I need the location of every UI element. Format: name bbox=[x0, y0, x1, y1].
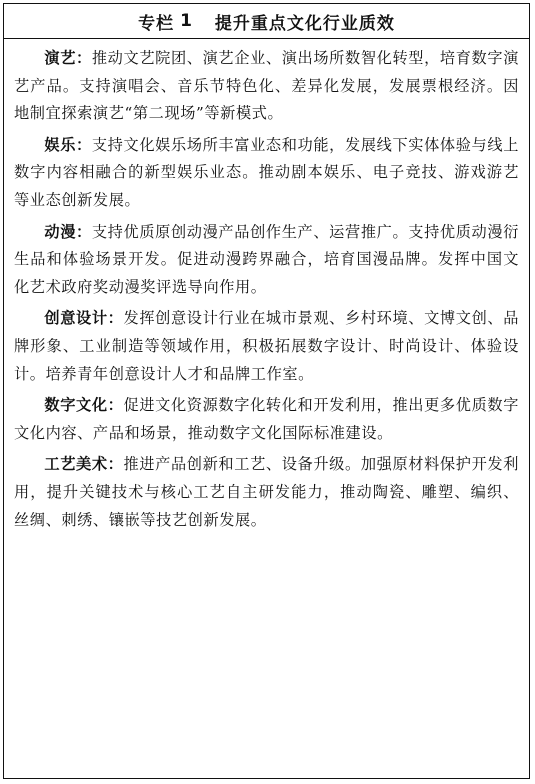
section-text: 发挥创意设计行业在城市景观、乡村环境、文博文创、品牌形象、工业制造等领域作用，积极拓展数字设计、时尚设计、体验设计。培养青年创意设计人才和品牌工作室。 bbox=[14, 309, 520, 383]
section-term: 演艺： bbox=[44, 49, 92, 67]
column-box bbox=[3, 3, 530, 779]
section-term: 工艺美术： bbox=[44, 455, 124, 474]
section-arts-crafts bbox=[14, 451, 519, 534]
section-animation bbox=[14, 219, 519, 302]
section-term: 数字文化： bbox=[44, 396, 124, 415]
section-creative-design bbox=[14, 305, 519, 388]
section-text: 支持优质原创动漫产品创作生产、运营推广。支持优质动漫衍生品和体验场景开发。促进动漫跨界融合，培育国漫品牌。发挥中国文化艺术政府奖动漫奖评选导向作用。 bbox=[14, 222, 519, 296]
box-header bbox=[4, 4, 529, 39]
section-text: 推动文艺院团、演艺企业、演出场所数智化转型，培育数字演艺产品。支持演唱会、音乐节特色化、差异化发展，发展票根经济。因地制宜探索演艺“第二现场”等新模式。 bbox=[14, 49, 519, 123]
box-title: 提升重点文化行业质效 bbox=[214, 13, 395, 34]
section-text: 促进文化资源数字化转化和开发利用，推出更多优质数字文化内容、产品和场景，推动数字文化国际标准建设。 bbox=[14, 396, 520, 442]
section-text: 推进产品创新和工艺、设备升级。加强原材料保护开发利用，提升关键技术与核心工艺自主研发能力，推动陶瓷、雕塑、编织、丝绸、刺绣、镶嵌等技艺创新发展。 bbox=[14, 455, 520, 529]
section-term: 娱乐： bbox=[44, 135, 92, 154]
box-number: 1 bbox=[180, 11, 193, 31]
box-content bbox=[4, 39, 529, 534]
section-entertainment bbox=[14, 132, 519, 215]
section-digital-culture bbox=[14, 392, 519, 447]
section-term: 动漫： bbox=[44, 222, 92, 241]
section-performing-arts bbox=[14, 45, 519, 128]
section-term: 创意设计： bbox=[44, 309, 124, 328]
section-text: 支持文化娱乐场所丰富业态和功能，发展线下实体体验与线上数字内容相融合的新型娱乐业态。推动剧本娱乐、电子竞技、游戏游艺等业态创新发展。 bbox=[14, 135, 519, 209]
box-label: 专栏 bbox=[138, 13, 175, 34]
